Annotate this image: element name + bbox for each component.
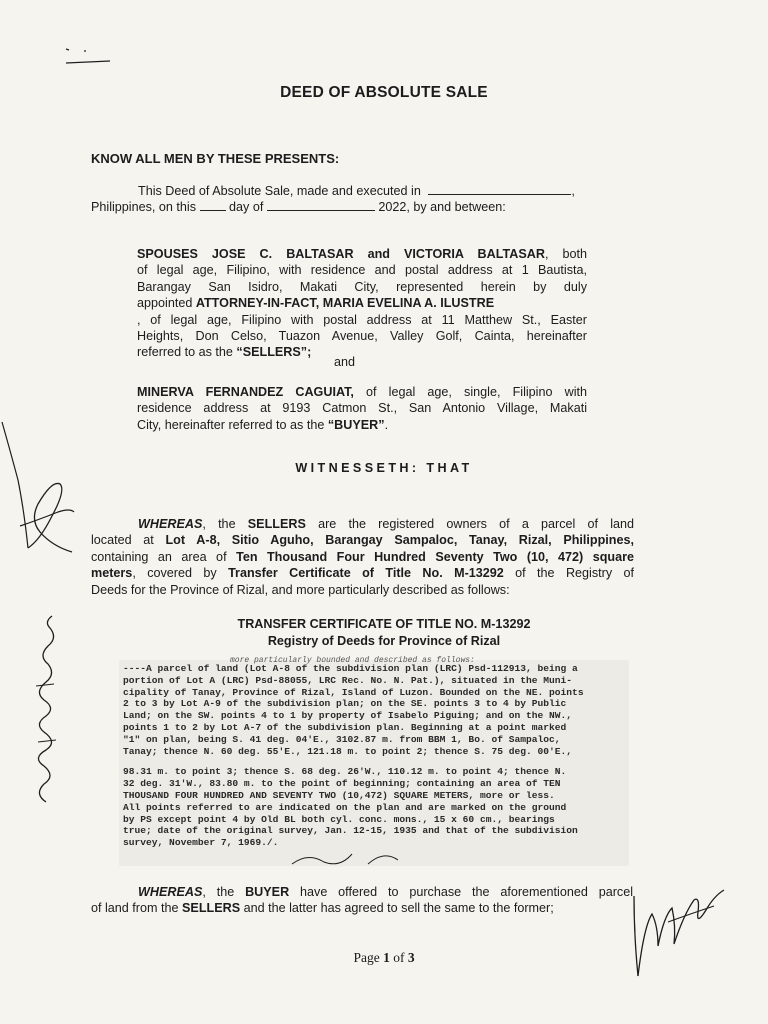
- whereas-1-paragraph: WHEREAS, the SELLERS are the registered owners of a parcel of land located at Lot A-8, Sitio Aguho, Barangay Sampaloc, Tanay, Rizal, Philippines, containing an area of Ten Thousand Four Hundred Seventy Two (10, 472) square meters, covered by Transfer Certificate of Title No. M-13292 of the Registry of Deeds for the Province of Rizal, and more particularly described as follows:: [91, 517, 635, 597]
- day-blank: [200, 199, 226, 211]
- scan-line: portion of Lot A (LRC) Psd-88055, LRC Rec. No. N. Pat.), situated in the Muni-: [123, 674, 573, 686]
- scan-line: All points referred to are indicated on the plan and are marked on the ground: [123, 801, 567, 813]
- sellers-paragraph: SPOUSES JOSE C. BALTASAR and VICTORIA BALTASAR, both of legal age, Filipino, with residence and postal address at 1 Bautista, Barangay San Isidro, Makati City, represented herein by duly appointed ATTORNEY-IN-FACT, MARIA EVELINA A. ILUSTRE , of legal age, Filipino with postal address at 11 Matthew St., Easter Heights, Don Celso, Tuazon Avenue, Valley Golf, Cainta, hereinafter referred to as the “SELLERS”;: [137, 247, 587, 360]
- witnesseth-heading: WITNESSETH: THAT: [295, 461, 473, 475]
- page-number: Page 1 of 3: [353, 950, 415, 965]
- know-all-heading: KNOW ALL MEN BY THESE PRESENTS:: [91, 151, 340, 166]
- scan-line: Land; on the SW. points 4 to 1 by property of Isabelo Piguing; and on the NW.,: [123, 710, 573, 722]
- tct-scanned-description: [119, 660, 629, 866]
- tct-registry: Registry of Deeds for Province of Rizal: [267, 634, 501, 648]
- scan-line: survey, November 7, 1969./.: [123, 837, 279, 849]
- and-connector: and: [334, 355, 356, 369]
- scan-initial-mark: [288, 846, 418, 870]
- scan-line: THOUSAND FOUR HUNDRED AND SEVENTY TWO (10,472) SQUARE METERS, more or less.: [123, 789, 555, 801]
- whereas-2-paragraph: WHEREAS, the BUYER have offered to purchase the aforementioned parcel of land from the SELLERS and the latter has agreed to sell the same to the former;: [91, 885, 633, 916]
- scan-line: "1" on plan, being S. 41 deg. 04'E., 3102.87 m. from BBM 1, Bo. of Sampaloc,: [123, 733, 561, 745]
- margin-mark: [60, 45, 120, 70]
- scan-line: 98.31 m. to point 3; thence S. 68 deg. 26'W., 110.12 m. to point 4; thence N.: [123, 766, 567, 778]
- tct-title: TRANSFER CERTIFICATE OF TITLE NO. M-13292: [237, 617, 531, 631]
- scan-line: cipality of Tanay, Province of Rizal, Island of Luzon. Bounded on the NE. points: [123, 686, 584, 698]
- left-margin-signature: [0, 420, 90, 570]
- buyer-paragraph: MINERVA FERNANDEZ CAGUIAT, of legal age, single, Filipino with residence address at 9193 Catmon St., San Antonio Village, Makati City, hereinafter referred to as the “BUYER”.: [137, 385, 588, 432]
- scan-line: Tanay; thence N. 60 deg. 55'E., 121.18 m. to point 2; thence S. 75 deg. 00'E.,: [123, 745, 573, 757]
- document-title: DEED OF ABSOLUTE SALE: [280, 84, 488, 101]
- place-blank: [428, 183, 571, 195]
- scan-line: by PS except point 4 by Old BL both cyl. conc. mons., 15 x 60 cm., bearings: [123, 813, 555, 825]
- scan-line: points 1 to 2 by Lot A-7 of the subdivision plan. Beginning at a point marked: [123, 721, 567, 733]
- scan-line: 2 to 3 by Lot A-9 of the subdivision plan; on the SE. points 3 to 4 by Public: [123, 698, 567, 710]
- scan-overlay-text: more particularly bounded and described as follows:: [230, 656, 475, 665]
- scan-line: 32 deg. 31'W., 83.80 m. to the point of beginning; containing an area of TEN: [123, 778, 561, 790]
- vertical-margin-signature: [22, 612, 66, 812]
- scan-line: ----A parcel of land (Lot A-8 of the subdivision plan (LRC) Psd-112913, being a: [123, 663, 578, 674]
- scan-line: true; date of the original survey, Jan. 12-15, 1935 and that of the subdivision: [123, 825, 578, 837]
- intro-paragraph: This Deed of Absolute Sale, made and executed in , Philippines, on this day of 2022, by and between:: [91, 184, 575, 215]
- month-blank: [267, 199, 375, 211]
- right-margin-signature: [628, 866, 738, 986]
- tct-heading: [0, 616, 768, 650]
